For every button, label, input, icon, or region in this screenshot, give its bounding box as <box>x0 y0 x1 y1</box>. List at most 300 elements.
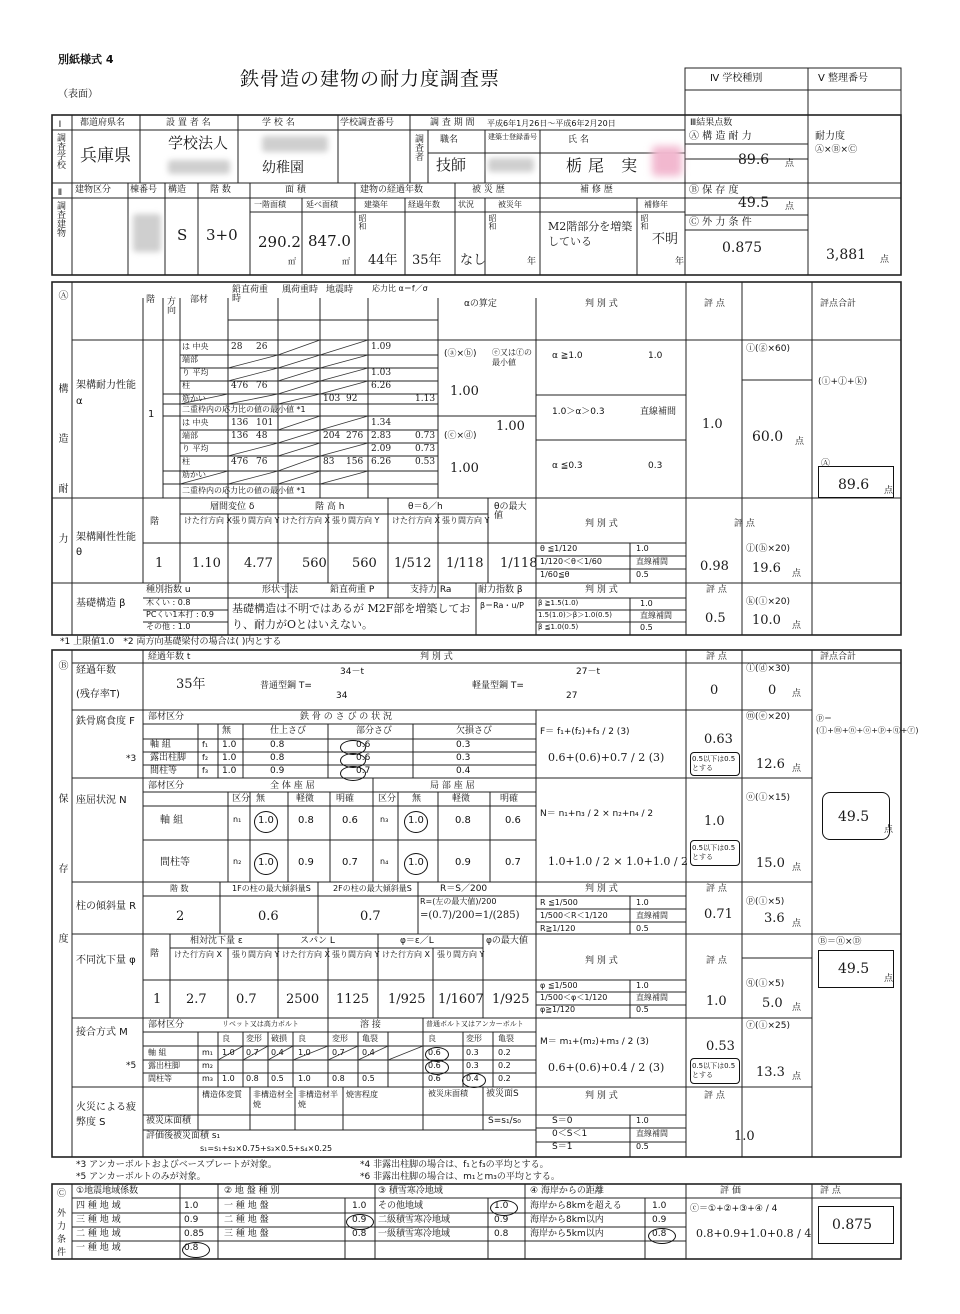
b-buck-note: 0.5以下は0.5とする <box>692 844 736 862</box>
note4: *4 非露出柱脚の場合は、f₁とf₃の平均とする。 <box>360 1160 549 1170</box>
b-tilt-points: 3.6 <box>764 911 785 926</box>
alpha-x-label-0: は 中央 <box>182 342 209 351</box>
a-sum-formula: (ⓘ+ⓙ+ⓚ) <box>818 377 868 387</box>
note3: *3 アンカーボルトおよびベースプレートが対象。 <box>76 1160 277 1170</box>
b-joint-score: 0.53 <box>706 1039 735 1054</box>
buck-val2-1-2: 0.7 <box>505 857 521 868</box>
job-label: 職名 <box>440 135 459 145</box>
name-label: 氏 名 <box>568 135 589 145</box>
theta-val-3: 560 <box>352 556 377 571</box>
rust-val-0-0: 1.0 <box>222 740 237 750</box>
pt-b-sett: 点 <box>792 1003 802 1013</box>
beta-head-0: 種別指数 u <box>146 585 191 595</box>
theta-val-1: 4.77 <box>244 556 273 571</box>
c-circle-2 <box>490 1200 518 1216</box>
rust-val-1-1: 0.8 <box>270 753 285 763</box>
beta-cond-2: β ≦1.0(0.5) <box>538 623 579 631</box>
c-eval-calc: 0.8+0.9+1.0+0.8 / 4 <box>696 1227 812 1240</box>
c-h3: ④ 海岸からの距離 <box>530 1186 604 1196</box>
b-item-buck: 座屈状況 N <box>76 795 127 806</box>
alpha-x-v2-0: 26 <box>256 342 268 352</box>
b-h-hanbetsu: 判 別 式 <box>420 652 453 662</box>
theta-sub-2: けた行方向 X <box>282 516 331 525</box>
alpha-x-v1-0: 28 <box>231 342 243 352</box>
b-h-age: 経過年数 t <box>148 652 191 662</box>
floors-value: 3+0 <box>206 226 238 244</box>
tilt-hyouten: 評 点 <box>706 884 727 894</box>
rust-val-0-2: 0.6 <box>356 740 371 750</box>
durability-formula: Ⓐ×Ⓑ×Ⓒ <box>815 145 858 155</box>
fire-row0: 被災床面積 <box>146 1116 192 1126</box>
b-tilt-formula: R=(左の最大値)/200 <box>420 897 497 906</box>
joint-row-1: 露出柱脚 <box>148 1061 180 1070</box>
fire-hanbetsu: 判 別 式 <box>585 1091 618 1101</box>
alpha-y-label-1: 端部 <box>182 431 198 440</box>
buck-col-a-3: 明確 <box>336 794 355 804</box>
beta-condv-0: 1.0 <box>640 599 653 608</box>
joint-val-0-4: 0.7 <box>332 1048 345 1057</box>
redacted-founder <box>168 160 230 174</box>
rust-val-1-2: 0.6 <box>356 753 371 763</box>
sett-cond-2: φ≧1/120 <box>540 1005 576 1014</box>
b-h-goukei: 評点合計 <box>820 652 857 662</box>
sett-val-4: 1125 <box>336 992 370 1007</box>
fire-cond-0: S＝0 <box>552 1116 573 1126</box>
c-1-label-2: 三 種 地 盤 <box>224 1229 269 1239</box>
b-buck-calc: 1.0+1.0 / 2 × 1.0+1.0 / 2 <box>548 855 689 868</box>
buck-val-1-0: 1.0 <box>258 857 274 868</box>
fire-row2: s₁=s₁+s₂×0.75+s₃×0.5+s₄×0.25 <box>200 1144 333 1153</box>
tilt-val-1: 0.6 <box>258 909 279 924</box>
pt-beta: 点 <box>792 621 802 631</box>
buck-sub-0: n₁ <box>233 815 242 824</box>
joint-val-0-7: 0.3 <box>466 1048 479 1057</box>
rust-val-1-0: 1.0 <box>222 753 237 763</box>
c-2-label-0: その他地域 <box>378 1201 424 1211</box>
col-damage: 被 災 歴 <box>472 185 505 195</box>
theta-condv-0: 1.0 <box>636 544 649 553</box>
joint-sub-2: m₃ <box>202 1074 213 1083</box>
b-joint-formula: M＝ m₁+(m₂)+m₃ / 2 (3) <box>540 1037 649 1047</box>
alpha-x: 1.00 <box>450 384 479 399</box>
page-title: 鉄骨造の建物の耐力度調査票 <box>240 68 501 90</box>
b-buck-h0: 全 体 座 屈 <box>270 781 315 791</box>
alpha-x-v7-2: 1.03 <box>371 368 392 378</box>
joint-val-2-2: 0.5 <box>271 1074 284 1083</box>
alpha-x-label-2: り 平均 <box>182 368 209 377</box>
survey-period: 平成6年1月26日～平成6年2月20日 <box>487 119 616 128</box>
rust-col-3: 欠損さび <box>456 726 493 736</box>
joint-col-8: 亀裂 <box>498 1034 514 1043</box>
cond1: α ≧1.0 <box>552 351 583 361</box>
prefecture-value: 兵庫県 <box>80 146 131 166</box>
b-rust-head2: ⓜ(ⓔ×20) <box>746 712 791 722</box>
alpha-x-label-4: 筋かい <box>182 394 206 403</box>
cond3v: 0.3 <box>648 461 663 471</box>
theta-cond-0: θ ≦1/120 <box>540 544 578 553</box>
era-label: 昭和 <box>358 214 367 230</box>
rust-col-0: 無 <box>222 726 232 736</box>
fire-condv-1: 直線補間 <box>636 1129 668 1138</box>
theta-sub-1: 張り間方向 Y <box>232 516 280 525</box>
serial-number-label: Ⅴ 整理番号 <box>818 73 869 84</box>
sett-condv-0: 1.0 <box>636 981 649 990</box>
joint-val-0-1: 0.7 <box>246 1048 259 1057</box>
c-1-val-2: 0.8 <box>352 1229 367 1239</box>
secC-label: Ⓒ 外力条件 <box>55 1188 65 1260</box>
alpha-x-v6-4: 92 <box>346 394 358 404</box>
joint-val-1-6: 0.6 <box>428 1061 441 1070</box>
examiner-name: 栃尾 実 <box>566 156 644 175</box>
joint-val-2-6: 0.6 <box>428 1074 441 1083</box>
alpha-x-v8-4: 1.13 <box>415 394 436 404</box>
rust-val-2-1: 0.9 <box>270 766 285 776</box>
alpha-y-v5-1: 204 <box>323 431 341 441</box>
joint-col-5: 亀裂 <box>362 1034 378 1043</box>
tilt-condv-0: 1.0 <box>636 898 649 907</box>
col-age: 建物の経過年数 <box>360 185 424 195</box>
buck-col-b-2: 軽微 <box>452 794 471 804</box>
b-age-points: 0 <box>768 683 777 698</box>
joint-h2: 溶 接 <box>360 1020 381 1030</box>
theta-cond-1: 1/120＜θ＜1/60 <box>540 557 602 566</box>
alpha-y-v5-3: 83 <box>323 457 335 467</box>
beta-score: 0.5 <box>705 611 726 626</box>
min-row-x: 二重枠内の応力比の値の最小値 *1 <box>182 405 306 414</box>
alpha-y-v2-0: 101 <box>256 418 274 428</box>
sett-sub-1: 張り間方向 Y <box>232 950 280 959</box>
col-building-class: 建物区分 <box>75 185 112 195</box>
fire-cond-2: S＝1 <box>552 1142 573 1152</box>
secB-label: Ⓑ 保存度 <box>56 660 67 1004</box>
joint-col-2: 破損 <box>271 1034 287 1043</box>
tilt-cond-1: 1/500＜R＜1/120 <box>540 911 608 920</box>
buck-col-a-0: 区分 <box>232 794 251 804</box>
theta-h0: 層間変位 δ <box>210 502 255 512</box>
alpha-y-v7-3: 6.26 <box>371 457 392 467</box>
col-school-no: 学校調査番号 <box>340 118 395 128</box>
beta-cond-1: 1.5(1.0)＞β＞1.0(0.5) <box>538 611 612 619</box>
alpha-min: ⓔ又はⓕの最小値 <box>492 348 532 368</box>
theta-head: ⓙ(ⓗ×20) <box>746 544 791 554</box>
joint-col-7: 変形 <box>466 1034 482 1043</box>
theta-points: 19.6 <box>752 561 781 576</box>
fire-row1: 評価後被災面積 s₁ <box>146 1131 221 1141</box>
item-alpha: 架構耐力性能 α <box>76 380 136 407</box>
pt-b-rust: 点 <box>792 764 802 774</box>
b-age: 35年 <box>176 677 206 692</box>
joint-val-0-2: 0.4 <box>271 1048 284 1057</box>
sett-kai: 階 <box>150 949 160 959</box>
alpha-x-label-3: 柱 <box>182 381 190 390</box>
theta-score: 0.98 <box>700 559 729 574</box>
tilt-condv-2: 0.5 <box>636 924 649 933</box>
b-age-score: 0 <box>710 683 719 698</box>
alpha-y-v7-1: 2.83 <box>371 431 392 441</box>
fire-condv-2: 0.5 <box>636 1142 649 1151</box>
fire-calc: S=s₁/s₀ <box>488 1116 521 1126</box>
col-elapsed: 経過年数 <box>408 200 440 209</box>
joint-col-4: 変形 <box>332 1034 348 1043</box>
result-b-value: 49.5 <box>738 195 770 211</box>
alpha-y-v7-2: 2.09 <box>371 444 392 454</box>
c-h4: 評 価 <box>720 1186 741 1196</box>
sett-val-2: 0.7 <box>236 992 257 1007</box>
theta-h1: 階 高 h <box>315 502 345 512</box>
alpha-y-v1-3: 476 <box>231 457 249 467</box>
rust-row-1: 露出柱脚 <box>150 753 187 763</box>
col-floors: 階 数 <box>210 185 231 195</box>
buck-circle-a-1 <box>254 853 278 875</box>
joint-col-6: 良 <box>428 1034 436 1043</box>
b-item-sett: 不同沈下量 φ <box>76 955 136 966</box>
h-fuka: 風荷重時 <box>282 285 319 295</box>
h-jishin: 地震時 <box>326 285 354 295</box>
secA-label: Ⓐ 構造耐力 <box>56 290 67 584</box>
fire-cond-1: 0＜S＜1 <box>552 1129 588 1139</box>
alpha-y-v1-1: 136 <box>231 431 249 441</box>
h-alpha: αの算定 <box>464 299 497 309</box>
b-rust-note: 0.5以下は0.5とする <box>692 755 736 773</box>
tilt-head-3: R＝S／200 <box>440 884 488 894</box>
sett-val-5: 1/925 <box>388 992 426 1007</box>
beta-type-0: 木くい : 0.8 <box>146 598 191 607</box>
alpha-y-v2-1: 48 <box>256 431 268 441</box>
h-kai: 階 <box>146 295 156 305</box>
structure-value: S <box>177 226 188 244</box>
c-0-label-1: 三 種 地 域 <box>76 1215 121 1225</box>
joint-row-0: 軸 組 <box>148 1048 167 1057</box>
buck-col-a-1: 無 <box>256 794 266 804</box>
beta-head-4: 耐力指数 β <box>478 585 523 595</box>
tilt-cond-0: R ≦1/500 <box>540 898 578 907</box>
rust-val-2-2: 0.7 <box>356 766 371 776</box>
durability-unit: 点 <box>880 255 890 265</box>
rust-val-0-1: 0.8 <box>270 740 285 750</box>
sett-val-0: 1 <box>153 992 162 1007</box>
rust-sub-0: f₁ <box>202 740 209 749</box>
job-sub-label: 建築士登録番号 <box>488 133 537 141</box>
alpha-formula-y: (ⓒ×ⓓ) <box>444 431 477 441</box>
sett-hyouten: 評 点 <box>706 956 727 966</box>
year-unit-a: 年 <box>527 257 537 267</box>
c-h0: ①地震地域係数 <box>76 1186 139 1196</box>
col-building-no: 棟番号 <box>130 185 158 195</box>
fire-head-2: 非構造材半焼 <box>298 1090 338 1110</box>
b-age-head: ⓛ(ⓓ×30) <box>746 664 791 674</box>
h-goukei: 評点合計 <box>820 299 857 309</box>
alpha-y-v1-0: 136 <box>231 418 249 428</box>
joint-sub-1: m₂ <box>202 1061 213 1070</box>
c-0-label-3: 一 種 地 域 <box>76 1243 121 1253</box>
buck-sub2-0: n₃ <box>380 815 389 824</box>
rust-val-1-3: 0.3 <box>456 753 471 763</box>
buck-val-1-1: 0.9 <box>298 857 314 868</box>
buck-val-1-2: 0.7 <box>342 857 358 868</box>
joint-val-0-0: 1.0 <box>222 1048 235 1057</box>
alpha-y-v8-3: 0.53 <box>415 457 436 467</box>
pt-b-tilt: 点 <box>792 919 802 929</box>
theta-val-5: 1/118 <box>446 556 484 571</box>
col-repair: 補 修 歴 <box>580 185 613 195</box>
tilt-head-0: 階 数 <box>170 884 189 893</box>
b-rust-points: 12.6 <box>756 757 785 772</box>
sett-sub-4: けた行方向 X <box>382 950 431 959</box>
theta-floor: 1 <box>155 556 164 571</box>
pt-b-sum: 点 <box>884 825 894 835</box>
c-3-val-2: 0.8 <box>652 1229 667 1239</box>
theta-hanbetsu: 判 別 式 <box>585 519 618 529</box>
a-total-mark: Ⓐ <box>821 459 831 469</box>
sett-val-7: 1/925 <box>492 992 530 1007</box>
buck-col-b-3: 明確 <box>500 794 519 804</box>
a-footnote: *1 上限値1.0 *2 両方向基礎梁付の場合は( )内とする <box>60 637 282 647</box>
c-h1: ② 地 盤 種 別 <box>224 1186 280 1196</box>
joint-col-3: 良 <box>298 1034 306 1043</box>
col-damage-year: 被災年 <box>498 200 522 209</box>
result-a-label: Ⓐ 構 造 耐 力 <box>689 131 752 142</box>
beta-formula: β＝Ra・u/P <box>480 601 524 610</box>
rust-sub-2: f₃ <box>202 766 209 775</box>
built-year-value: 44年 <box>368 253 398 268</box>
sett-sub-5: 張り間方向 Y <box>437 950 485 959</box>
result-b-unit: 点 <box>785 202 795 212</box>
beta-condv-2: 0.5 <box>640 623 653 632</box>
tilt-val-2: 0.7 <box>360 909 381 924</box>
alpha-y-v2-3: 76 <box>256 457 268 467</box>
b-tilt-calc: =(0.7)/200=1/(285) <box>420 910 520 921</box>
sett-sub-0: けた行方向 X <box>174 950 223 959</box>
c-1-label-1: 二 種 地 盤 <box>224 1215 269 1225</box>
repair-note: M2階部分を増築している <box>548 220 633 248</box>
b-item-rust: 鉄骨腐食度 F <box>76 716 135 727</box>
beta-head: ⓚ(ⓘ×20) <box>746 597 791 607</box>
alpha-x-v1-3: 476 <box>231 381 249 391</box>
theta-condv-2: 0.5 <box>636 570 649 579</box>
era-label-3: 昭和 <box>640 214 649 230</box>
col-repair-year: 補修年 <box>644 200 668 209</box>
fire-head-0: 構造体変質 <box>202 1090 242 1099</box>
col-built-year: 建築年 <box>364 200 388 209</box>
examiner-label: 調査者 <box>413 134 423 161</box>
rust-col-2: 部分さび <box>356 726 393 736</box>
joint-h0: 部材区分 <box>148 1020 185 1030</box>
buck-circle-a-0 <box>254 811 278 833</box>
buck-val2-1-1: 0.9 <box>455 857 471 868</box>
beta-type-1: PCくい1本打 : 0.9 <box>146 610 215 619</box>
c-0-val-0: 1.0 <box>184 1201 199 1211</box>
area-1f-value: 290.2 <box>258 233 301 251</box>
result-a-value: 89.6 <box>738 152 770 168</box>
joint-circle-2 <box>462 1073 486 1088</box>
note-mark-3: *3 <box>126 754 137 764</box>
col-period: 調 査 期 間 <box>430 118 475 128</box>
buck-col-b-0: 区分 <box>378 794 397 804</box>
pt-b-buck: 点 <box>792 863 802 873</box>
cond2: 1.0＞α＞0.3 <box>552 407 605 417</box>
fire-hisai-label: 被災面S <box>486 1089 519 1099</box>
b-sett-points: 5.0 <box>762 996 783 1011</box>
h-ensui: 鉛直荷重時 <box>232 285 269 304</box>
rust-row-0: 軸 組 <box>150 740 171 750</box>
b-sett-score: 1.0 <box>706 994 727 1009</box>
alpha-x-label-1: 端部 <box>182 355 198 364</box>
joint-val-2-8: 0.2 <box>498 1074 511 1083</box>
note5: *5 アンカーボルトのみが対象。 <box>76 1172 206 1182</box>
buck-circle-b-1 <box>404 853 428 875</box>
b-sum-formula: ⓟ＝(ⓛ+ⓜ+ⓝ+ⓞ+ⓟ+ⓠ+ⓡ) <box>816 714 919 735</box>
col-result: Ⅲ結果点数 <box>690 118 733 128</box>
cond3: α ≦0.3 <box>552 461 583 471</box>
sub-code: （表面） <box>58 89 98 100</box>
alpha-mid: 1.00 <box>496 419 525 434</box>
b-f1-top: 34－t <box>340 667 364 677</box>
durability-label: 耐力度 <box>815 131 845 142</box>
b-rust-score: 0.63 <box>704 732 733 747</box>
buck-col-b-1: 無 <box>412 794 422 804</box>
beta-condv-1: 直線補間 <box>640 611 672 620</box>
item-beta: 基礎構造 β <box>76 598 126 609</box>
b-item-tilt: 柱の傾斜量 R <box>76 901 137 912</box>
theta-val-0: 1.10 <box>192 556 221 571</box>
b-joint-note: 0.5以下は0.5とする <box>692 1062 736 1080</box>
c-circle-0 <box>182 1242 210 1258</box>
result-c-value: 0.875 <box>722 240 763 256</box>
b-rust-head: 鉄 骨 の さ び の 状 況 <box>300 712 393 722</box>
joint-col-0: 良 <box>222 1034 230 1043</box>
note6: *6 非露出柱脚の場合は、m₁とm₃の平均とする。 <box>360 1172 560 1182</box>
col-prefecture: 都道府県名 <box>80 118 126 128</box>
buck-col-a-2: 軽微 <box>296 794 315 804</box>
col-area-total: 延べ面積 <box>306 200 338 209</box>
joint-val-1-7: 0.3 <box>466 1061 479 1070</box>
joint-h1: リベット又は高力ボルト <box>222 1020 299 1028</box>
sett-val-1: 2.7 <box>186 992 207 1007</box>
sett-head-1: スパン L <box>300 936 335 946</box>
c-2-val-2: 0.8 <box>494 1229 509 1239</box>
col-damage-state: 状況 <box>458 200 474 209</box>
b-buck-head: ⓞ(ⓘ×15) <box>746 793 791 803</box>
beta-head-3: 支持力 Ra <box>410 585 452 595</box>
col-area-1f: 一階面積 <box>254 200 286 209</box>
alpha-x-v7-3: 6.26 <box>371 381 392 391</box>
beta-points: 10.0 <box>752 613 781 628</box>
fire-condv-0: 1.0 <box>636 1116 649 1125</box>
buck-val2-0-1: 0.8 <box>455 815 471 826</box>
sett-hanbetsu: 判 別 式 <box>585 956 618 966</box>
b-sett-head: ⓠ(ⓘ×5) <box>746 979 785 989</box>
c-3-label-2: 海岸から5km以内 <box>530 1229 604 1239</box>
theta-cond-2: 1/60≦θ <box>540 570 570 579</box>
durability-value: 3,881 <box>826 247 867 263</box>
beta-type-2: その他 : 1.0 <box>146 622 191 631</box>
alpha-x-v5-4: 103 <box>323 394 341 404</box>
col-structure: 構造 <box>168 185 187 195</box>
sett-cond-0: φ ≦1/500 <box>540 981 578 990</box>
rust-col-1: 仕上さび <box>270 726 307 736</box>
c-2-label-1: 二級積雪寒冷地域 <box>378 1215 451 1225</box>
redacted-seal <box>652 146 682 176</box>
b-item-fire: 火災による疲弊度 S <box>76 1102 136 1128</box>
joint-sub-0: m₁ <box>202 1048 213 1057</box>
c-1-val-0: 1.0 <box>352 1201 367 1211</box>
sett-val-6: 1/1607 <box>438 992 484 1007</box>
b-type1: 普通型鋼 T= <box>260 681 312 691</box>
sec1-label: Ⅰ 調査学校 <box>55 120 65 169</box>
alpha-y-v8-2: 0.73 <box>415 444 436 454</box>
b-f2-top: 27－t <box>576 667 600 677</box>
sett-condv-1: 直線補間 <box>636 993 668 1002</box>
